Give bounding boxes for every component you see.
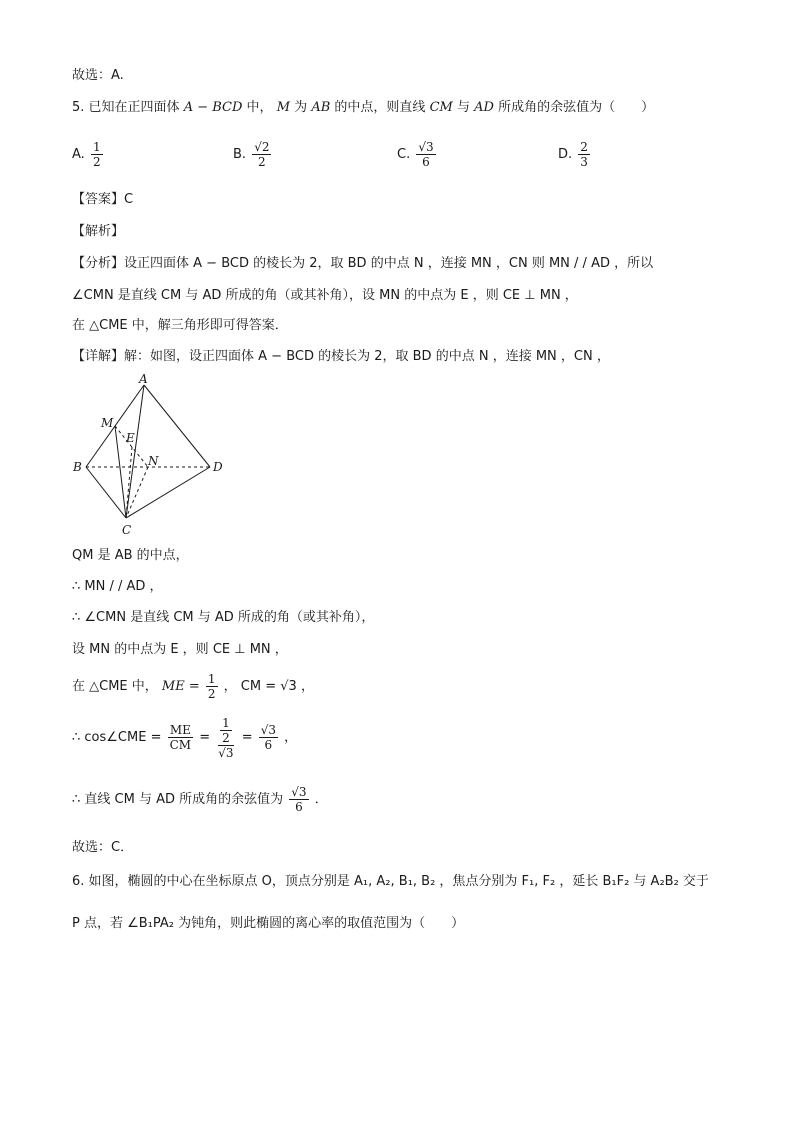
tetrahedron-figure bbox=[72, 372, 232, 542]
q5-stem-mid3: 的中点，则直线 bbox=[334, 100, 426, 115]
option-a-fraction bbox=[91, 140, 103, 169]
option-d[interactable] bbox=[558, 140, 592, 169]
option-d-num: 2 bbox=[580, 140, 588, 154]
step6-prefix: ∴ cos∠CME = bbox=[72, 730, 162, 745]
step6-eq2: = bbox=[241, 730, 253, 745]
step7-num: √3 bbox=[291, 785, 307, 799]
step-1: QM 是 AB 的中点， bbox=[72, 548, 189, 563]
option-b-fraction bbox=[252, 140, 271, 169]
answer-tag: 【答案】 bbox=[72, 192, 125, 207]
answer-line bbox=[72, 190, 133, 210]
question-6-line-2: P 点，若 ∠B₁PA₂ 为钝角，则此椭圆的离心率的取值范围为（ ） bbox=[72, 916, 465, 931]
fenxi-text-1: 设正四面体 A − BCD 的棱长为 2，取 BD 的中点 N ，连接 MN ，CN 则 MN / / AD ，所以 bbox=[124, 256, 654, 271]
step-5 bbox=[72, 670, 314, 704]
q5-stem-cm: CM bbox=[429, 100, 453, 115]
option-b-den: 2 bbox=[258, 155, 266, 169]
step6-fraction-1 bbox=[168, 723, 193, 752]
step5-me-den: 2 bbox=[207, 687, 216, 701]
step6-f2-inner-den: 2 bbox=[222, 730, 230, 745]
step6-f2-inner-fraction bbox=[220, 716, 232, 745]
option-d-label: D. bbox=[558, 147, 573, 162]
q5-stem-m: M bbox=[276, 100, 291, 115]
option-c-num: √3 bbox=[418, 140, 434, 154]
fenxi-line-3: 在 △CME 中，解三角形即可得答案． bbox=[72, 318, 288, 333]
step5-cm: ， CM = √3 ， bbox=[223, 679, 314, 694]
label-m: M bbox=[101, 416, 114, 430]
step-4: 设 MN 的中点为 E ，则 CE ⊥ MN ， bbox=[72, 642, 288, 657]
step6-fraction-3 bbox=[259, 723, 278, 752]
q5-stem-abcd: A − BCD bbox=[183, 100, 243, 115]
step5-me-fraction bbox=[206, 672, 218, 701]
q5-stem-mid2: 为 bbox=[294, 100, 308, 115]
label-d: D bbox=[213, 460, 223, 474]
step7-suffix: ． bbox=[314, 792, 328, 807]
option-a-num: 1 bbox=[92, 140, 101, 154]
step6-f2-num bbox=[218, 716, 234, 746]
option-b-num: √2 bbox=[254, 140, 270, 154]
q5-stem-mid1: 中， bbox=[246, 100, 273, 115]
option-b[interactable] bbox=[233, 140, 273, 169]
option-c-label: C. bbox=[397, 147, 411, 162]
label-b: B bbox=[73, 460, 82, 474]
option-b-label: B. bbox=[233, 147, 247, 162]
q5-stem-suffix: 所成角的余弦值为（ ） bbox=[498, 100, 655, 115]
step6-f2-inner-num: 1 bbox=[222, 715, 230, 730]
label-n: N bbox=[148, 454, 159, 468]
step7-prefix: ∴ 直线 CM 与 AD 所成角的余弦值为 bbox=[72, 792, 284, 807]
step6-f3-num: √3 bbox=[260, 723, 277, 737]
analysis-tag: 【解析】 bbox=[72, 224, 125, 239]
q5-stem-ab: AB bbox=[311, 100, 331, 115]
step7-den: 6 bbox=[295, 800, 303, 814]
edge-cd bbox=[126, 467, 210, 518]
q5-stem-ad: AD bbox=[474, 100, 494, 115]
final-answer: 故选：C． bbox=[72, 840, 134, 855]
xiangjie-tag: 【详解】 bbox=[72, 349, 125, 364]
option-c-den: 6 bbox=[422, 155, 430, 169]
option-d-den: 3 bbox=[580, 155, 588, 169]
step5-me: ME = bbox=[161, 679, 200, 694]
option-a-label: A. bbox=[72, 147, 85, 162]
step5-me-num: 1 bbox=[207, 672, 216, 686]
option-c-fraction bbox=[416, 140, 435, 169]
edge-bc bbox=[86, 467, 126, 518]
fenxi-line-2: ∠CMN 是直线 CM 与 AD 所成的角（或其补角），设 MN 的中点为 E ，则 CE ⊥ MN ， bbox=[72, 288, 578, 303]
segment-mc bbox=[115, 426, 126, 518]
step6-f2-den: √3 bbox=[218, 745, 234, 760]
fenxi-line-1 bbox=[72, 254, 653, 274]
xiangjie-text-1: 解：如图，设正四面体 A − BCD 的棱长为 2，取 BD 的中点 N ，连接 MN ，CN ， bbox=[124, 349, 610, 364]
option-a-den: 2 bbox=[92, 155, 101, 169]
label-a: A bbox=[139, 372, 148, 386]
step6-f3-den: 6 bbox=[264, 738, 273, 752]
label-e: E bbox=[126, 431, 135, 445]
answer-value: C bbox=[124, 192, 134, 207]
label-c: C bbox=[122, 523, 132, 537]
step-3: ∴ ∠CMN 是直线 CM 与 AD 所成的角（或其补角）， bbox=[72, 610, 375, 625]
option-d-fraction bbox=[578, 140, 590, 169]
step7-fraction bbox=[289, 785, 308, 814]
q5-stem-prefix: 5. 已知在正四面体 bbox=[72, 100, 180, 115]
step6-suffix: ， bbox=[284, 730, 298, 745]
step-6 bbox=[72, 710, 297, 766]
fenxi-tag: 【分析】 bbox=[72, 256, 125, 271]
step5-prefix: 在 △CME 中， bbox=[72, 679, 158, 694]
question-6-line-1: 6. 如图，椭圆的中心在坐标原点 O，顶点分别是 A₁, A₂, B₁, B₂ ，焦点分别为 F₁, F₂ ，延长 B₁F₂ 与 A₂B₂ 交于 bbox=[72, 874, 709, 889]
step-7 bbox=[72, 782, 328, 818]
step6-fraction-2 bbox=[216, 716, 235, 760]
xiangjie-line-1 bbox=[72, 347, 610, 367]
step6-eq1: = bbox=[199, 730, 211, 745]
option-a[interactable] bbox=[72, 140, 105, 169]
step6-f1-den: CM bbox=[169, 738, 192, 752]
step-2: ∴ MN / / AD ， bbox=[72, 579, 163, 594]
step6-f1-num: ME bbox=[169, 723, 191, 737]
q5-stem-mid4: 与 bbox=[456, 100, 470, 115]
prev-answer: 故选：A. bbox=[72, 68, 124, 83]
question-5-stem bbox=[72, 98, 654, 118]
option-c[interactable] bbox=[397, 140, 438, 169]
